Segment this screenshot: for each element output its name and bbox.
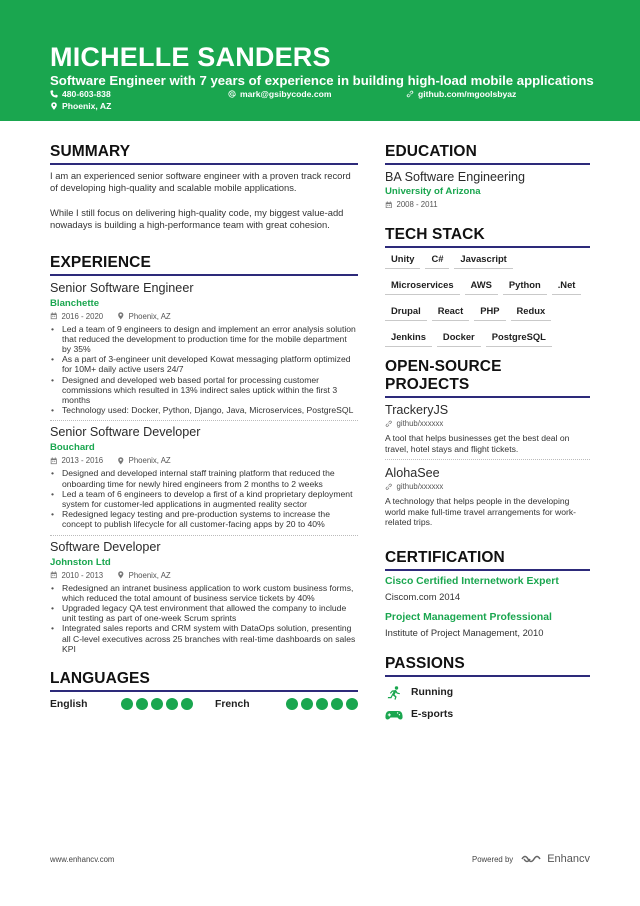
divider <box>385 459 590 460</box>
project-link-text: github/xxxxxx <box>396 482 444 491</box>
project-link[interactable] <box>385 419 590 428</box>
job-location <box>117 312 171 321</box>
tech-tag: Redux <box>511 305 552 321</box>
level-dot <box>316 698 328 710</box>
passion-item <box>385 708 590 722</box>
project-entry <box>385 403 590 460</box>
level-dot <box>286 698 298 710</box>
tech-tag: AWS <box>465 279 498 295</box>
summary-heading: SUMMARY <box>50 143 358 165</box>
language-level <box>286 698 358 710</box>
candidate-title: Software Engineer with 7 years of experience in building high-load mobile applications <box>50 73 594 88</box>
certification-org: Institute of Project Management, 2010 <box>385 626 544 638</box>
education-school: University of Arizona <box>385 186 481 197</box>
contact-location <box>50 101 111 111</box>
project-name: TrackeryJS <box>385 403 449 417</box>
link-icon <box>406 90 414 98</box>
level-dot <box>151 698 163 710</box>
job-role: Software Developer <box>50 539 161 554</box>
level-dot <box>136 698 148 710</box>
tech-tag: Docker <box>437 331 481 347</box>
running-icon <box>385 686 403 700</box>
job-company: Bouchard <box>50 442 95 454</box>
tech-tag: C# <box>425 253 449 269</box>
job-bullet: • Designed and developed web based portal for processing customer commissions which resulted in 13% indirect sales uptick within the first 3 months <box>50 375 358 406</box>
project-link[interactable] <box>385 482 590 491</box>
language-level <box>121 698 193 710</box>
calendar-icon <box>50 312 58 320</box>
job-bullets <box>50 324 358 416</box>
education-section <box>385 143 590 209</box>
level-dot <box>181 698 193 710</box>
job-dates: 2010 - 2013 <box>61 570 104 580</box>
job-bullet: • Designed and developed internal staff training platform that reduced the onboarding time for newly hired engineers from 2 months to 2 weeks <box>50 468 358 488</box>
job-dates: 2013 - 2016 <box>61 456 104 466</box>
job-bullet: • Led a team of 9 engineers to design and implement an error analysis solution that reduced the development to production time for the mobile department by 35% <box>50 324 358 355</box>
enhancv-logo[interactable] <box>521 853 590 865</box>
at-icon <box>228 90 236 98</box>
job-location-text: Phoenix, AZ <box>128 456 171 466</box>
job-bullet: • Upgraded legacy QA test environment that allowed the company to include unit testing as part of one-week Scrum sprints <box>50 603 358 623</box>
job-bullet: • Redesigned an intranet business application to work custom business forms, which reduced the total amount of business service tickets by 40% <box>50 583 358 603</box>
github-text: github.com/mgoolsbyaz <box>418 89 517 99</box>
language-name: French <box>215 698 250 710</box>
powered-by-label: Powered by <box>472 854 514 864</box>
email-text: mark@gsibycode.com <box>240 89 332 99</box>
certification-heading: CERTIFICATION <box>385 549 590 571</box>
job-entry <box>50 281 358 422</box>
passion-name: E-sports <box>411 709 454 720</box>
certification-name: Project Management Professional <box>385 611 552 623</box>
tech-tag: Python <box>503 279 547 295</box>
job-dates: 2016 - 2020 <box>61 311 104 321</box>
job-role: Senior Software Engineer <box>50 280 194 295</box>
tech-tag: .Net <box>552 279 582 295</box>
passion-name: Running <box>411 687 454 698</box>
job-entry <box>50 540 358 654</box>
contact-email[interactable] <box>228 89 332 99</box>
job-meta <box>50 456 358 465</box>
level-dot <box>346 698 358 710</box>
languages-heading: LANGUAGES <box>50 670 358 692</box>
tech-stack-heading: TECH STACK <box>385 226 590 248</box>
enhancv-logo-icon <box>521 853 543 865</box>
tech-tag: Unity <box>385 253 420 269</box>
brand-name: Enhancv <box>547 853 590 865</box>
divider <box>50 535 358 536</box>
phone-text: 480-603-838 <box>62 89 111 99</box>
location-pin-icon <box>117 312 125 320</box>
tech-tag: Javascript <box>454 253 512 269</box>
level-dot <box>331 698 343 710</box>
link-icon <box>385 420 393 428</box>
certification-name: Cisco Certified Internetwork Expert <box>385 575 559 587</box>
level-dot <box>301 698 313 710</box>
phone-icon <box>50 90 58 98</box>
location-text: Phoenix, AZ <box>62 101 112 111</box>
education-heading: EDUCATION <box>385 143 590 165</box>
job-meta <box>50 312 358 321</box>
job-role: Senior Software Developer <box>50 425 201 440</box>
summary-paragraph-1: I am an experienced senior software engineer with a proven track record of developing high-quality and scalable mobile applications. <box>50 170 351 194</box>
job-bullet: • Redesigned legacy testing and pre-production systems to increase the concept to publish lifecycle for all customer-facing apps by 20 to 40% <box>50 509 358 529</box>
project-description: A tool that helps businesses get the best deal on travel, hotel stays and flight tickets. <box>385 433 570 454</box>
calendar-icon <box>385 201 393 209</box>
certification-section <box>385 549 590 638</box>
job-list <box>50 281 358 654</box>
right-column <box>385 143 590 722</box>
tech-tag: PHP <box>474 305 505 321</box>
tech-tag-list <box>385 253 590 357</box>
contact-phone[interactable] <box>50 89 111 99</box>
summary-section <box>50 143 358 232</box>
project-list <box>385 403 590 528</box>
job-location-text: Phoenix, AZ <box>128 570 171 580</box>
experience-heading: EXPERIENCE <box>50 254 358 276</box>
language-name: English <box>50 698 88 710</box>
summary-paragraph-2: While I still focus on delivering high-quality code, my biggest value-add nowadays is building a high-performance team with great cohesion. <box>50 206 344 231</box>
location-pin-icon <box>117 571 125 579</box>
tech-tag: Jenkins <box>385 331 432 347</box>
passions-heading: PASSIONS <box>385 655 590 677</box>
projects-heading: OPEN-SOURCE PROJECTS <box>385 358 590 398</box>
contact-github[interactable] <box>406 89 516 99</box>
tech-tag: Drupal <box>385 305 427 321</box>
passions-section <box>385 655 590 722</box>
powered-by <box>472 853 590 865</box>
language-row <box>50 698 358 710</box>
resume-header <box>0 0 640 121</box>
job-bullet: • Technology used: Docker, Python, Django, Java, Microservices, PostgreSQL <box>50 405 358 415</box>
job-entry <box>50 425 358 535</box>
divider <box>50 420 358 421</box>
project-name: AlohaSee <box>385 466 440 480</box>
project-entry <box>385 466 590 528</box>
job-meta <box>50 571 358 580</box>
education-degree: BA Software Engineering <box>385 170 526 184</box>
tech-stack-section <box>385 226 590 357</box>
candidate-name: MICHELLE SANDERS <box>50 42 331 72</box>
languages-section <box>50 670 358 710</box>
job-company: Johnston Ltd <box>50 556 111 568</box>
passion-item <box>385 686 590 700</box>
left-column <box>50 143 358 710</box>
job-company: Blanchette <box>50 297 100 309</box>
job-location-text: Phoenix, AZ <box>128 311 171 321</box>
gamepad-icon <box>385 708 403 722</box>
job-bullets <box>50 583 358 654</box>
tech-tag: Microservices <box>385 279 460 295</box>
job-bullet: • Integrated sales reports and CRM system with DataOps solution, presenting all C-level executives across 25 branches with real-time dashboards on sales KPI <box>50 623 358 654</box>
job-location <box>117 571 171 580</box>
job-location <box>117 456 171 465</box>
experience-section <box>50 254 358 654</box>
level-dot <box>121 698 133 710</box>
job-bullet: • As a part of 3-engineer unit developed Kowat messaging platform optimized for 10M+ daily active users 24/7 <box>50 354 358 374</box>
location-pin-icon <box>50 102 58 110</box>
location-pin-icon <box>117 457 125 465</box>
project-link-text: github/xxxxxx <box>396 419 444 428</box>
link-icon <box>385 483 393 491</box>
tech-tag: React <box>432 305 470 321</box>
level-dot <box>166 698 178 710</box>
calendar-icon <box>50 457 58 465</box>
certification-org: Ciscom.com 2014 <box>385 590 461 602</box>
job-bullet: • Led a team of 6 engineers to develop a first of a kind proprietary deployment system for customer-led applications in augmented reality sector <box>50 489 358 509</box>
education-dates <box>385 200 590 209</box>
education-dates-text: 2008 - 2011 <box>396 200 438 209</box>
job-bullets <box>50 468 358 529</box>
tech-tag: PostgreSQL <box>486 331 552 347</box>
calendar-icon <box>50 571 58 579</box>
footer-url[interactable]: www.enhancv.com <box>50 855 115 864</box>
projects-section <box>385 358 590 528</box>
page-footer <box>50 853 590 867</box>
project-description: A technology that helps people in the developing world make full-time travel arrangements for work-related trips. <box>385 496 577 527</box>
